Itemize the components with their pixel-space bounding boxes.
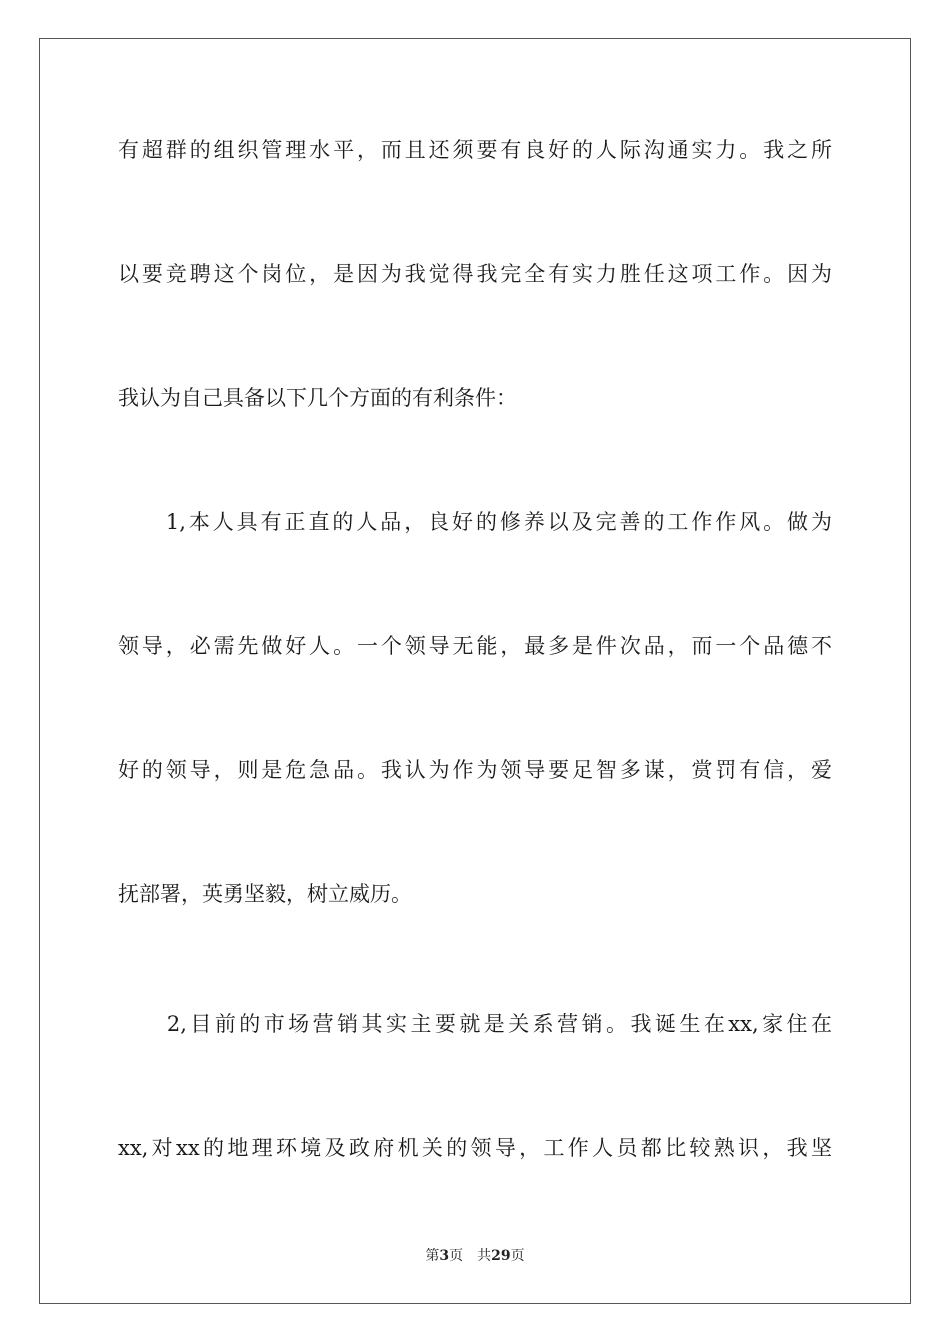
page-footer [0, 1246, 950, 1266]
total-page-count: 29 [491, 1248, 511, 1264]
text-line: 以要竞聘这个岗位，是因为我觉得我完全有实力胜任这项工作。因为 [118, 262, 832, 286]
page-prefix: 第 [425, 1248, 440, 1264]
text-line: 好的领导，则是危急品。我认为作为领导要足智多谋，赏罚有信，爱 [118, 758, 832, 782]
current-page-number: 3 [439, 1248, 450, 1264]
text-line: xx,对xx的地理环境及政府机关的领导，工作人员都比较熟识，我坚 [118, 1136, 832, 1160]
text-line: 1,本人具有正直的人品，良好的修养以及完善的工作作风。做为 [118, 510, 832, 534]
total-prefix: 共 [477, 1248, 492, 1264]
text-line: 领导，必需先做好人。一个领导无能，最多是件次品，而一个品德不 [118, 634, 832, 658]
text-line: 抚部署，英勇坚毅，树立威历。 [118, 882, 412, 906]
text-line: 有超群的组织管理水平，而且还须要有良好的人际沟通实力。我之所 [118, 138, 832, 162]
text-line: 我认为自己具备以下几个方面的有利条件： [118, 386, 517, 410]
page-suffix: 页 [449, 1248, 464, 1264]
total-suffix: 页 [510, 1248, 525, 1264]
page-border [39, 38, 911, 1304]
text-line: 2,目前的市场营销其实主要就是关系营销。我诞生在xx,家住在 [118, 1012, 832, 1036]
